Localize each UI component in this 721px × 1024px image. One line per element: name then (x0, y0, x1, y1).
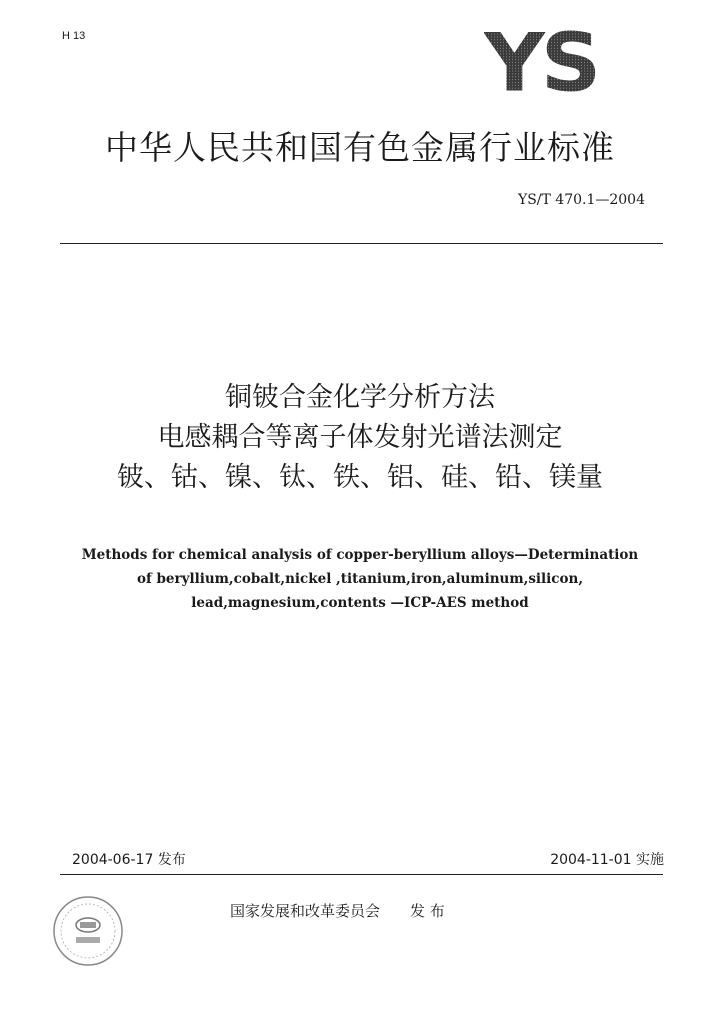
bottom-divider (60, 874, 663, 875)
classification-code: H 13 (62, 30, 86, 42)
issue-date: 2004-06-17 发布 (72, 852, 186, 868)
ys-logo (484, 30, 624, 97)
chinese-title (60, 378, 660, 498)
ys-logo-text: YS (484, 29, 598, 97)
publisher-seal-stamp (50, 893, 126, 969)
chinese-title-line-2: 电感耦合等离子体发射光谱法测定 (157, 422, 563, 453)
issuer-name: 国家发展和改革委员会 (230, 902, 381, 920)
english-title-line-2: of beryllium,cobalt,nickel ,titanium,iron,aluminum,silicon, (136, 571, 584, 587)
standard-type-heading: 中华人民共和国有色金属行业标准 (105, 128, 615, 167)
english-title-line-1: Methods for chemical analysis of copper-beryllium alloys—Determination (81, 547, 639, 563)
issue-word: 发 布 (410, 902, 445, 920)
english-title-line-3: lead,magnesium,contents —ICP-AES method (191, 595, 529, 611)
english-title (60, 543, 660, 615)
implementation-date: 2004-11-01 实施 (550, 852, 664, 868)
chinese-title-line-1: 铜铍合金化学分析方法 (225, 382, 495, 413)
seal-graphic (50, 893, 126, 969)
top-divider (60, 243, 663, 244)
issuing-authority (230, 900, 445, 921)
chinese-title-line-3: 铍、钴、镍、钛、铁、铝、硅、铅、镁量 (117, 462, 603, 493)
standard-number: YS/T 470.1—2004 (517, 192, 645, 208)
ys-logo-graphic (484, 30, 624, 97)
